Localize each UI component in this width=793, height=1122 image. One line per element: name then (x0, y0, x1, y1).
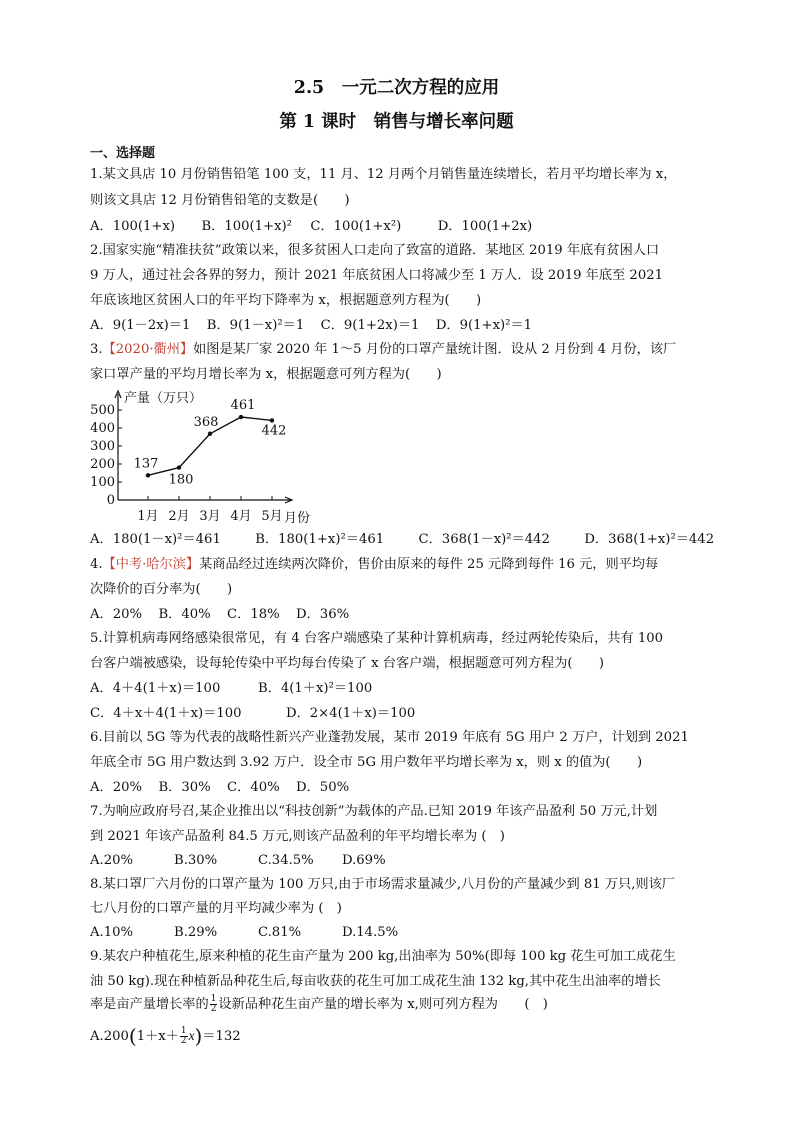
question-5-line-1: 5.计算机病毒网络感染很常见，有 4 台客户端感染了某种计算机病毒，经过两轮传染后，共有 100 (90, 631, 664, 646)
question-1-options (90, 219, 532, 235)
y-tick-label: 200 (90, 457, 115, 472)
question-4-line-1: 4.【中考·哈尔滨】某商品经过连续两次降价，售价由原来的每件 25 元降到每件 16 元，则平均每 (90, 557, 659, 572)
fraction-one-half: $\frac{1}{2}$ (210, 994, 217, 1014)
option-a: A.10% (90, 925, 134, 940)
x-tick-label: 4月 (230, 509, 252, 524)
question-9-line-2: 油 50 kg).现在种植新品种花生后,每亩收获的花生可加工成花生油 132 kg,其中花生出油率的增长 (90, 974, 661, 989)
question-9-option-a: A.200(1＋x＋ $\frac{1}{2}$ x)＝132 (90, 1024, 241, 1048)
question-1-line-2: 则该文具店 12 月份销售铅笔的支数是( ) (90, 193, 350, 208)
question-8-options (90, 925, 398, 941)
question-3-line-2: 家口罩产量的平均月增长率为 x，根据题意可列方程为( ) (90, 367, 442, 382)
question-3-options (90, 532, 714, 548)
option-d: D.14.5% (342, 925, 399, 940)
x-axis-label: 月份 (284, 511, 311, 526)
option-a: A．4＋4(1＋x)＝100 (90, 681, 221, 696)
data-label: 180 (168, 472, 194, 488)
option-d: D.69% (342, 853, 386, 868)
option-c: C.34.5% (258, 853, 314, 868)
x-tick-label: 1月 (137, 509, 159, 524)
question-2-line-2: 9 万人，通过社会各界的努力，预计 2021 年底贫困人口将减少至 1 万人．设 2019 年底至 2021 (90, 268, 663, 283)
y-tick-label: 400 (90, 421, 115, 436)
option-c: C．4＋x＋4(1＋x)＝100 (90, 706, 242, 721)
fraction-one-half: $\frac{1}{2}$ (180, 1026, 187, 1046)
option-a: A．9(1－2x)＝1 (90, 318, 191, 333)
data-label: 368 (193, 414, 219, 430)
option-a: A.20% (90, 853, 134, 868)
page-subtitle: 第 1 课时 销售与增长率问题 (279, 112, 514, 132)
option-d: D．50% (296, 780, 350, 795)
y-tick-label: 100 (90, 475, 115, 490)
data-point (146, 473, 150, 477)
option-b: B．100(1+x)² (201, 219, 292, 234)
question-5-options-row-2 (90, 706, 415, 722)
data-point (177, 465, 181, 469)
option-c: C．18% (227, 607, 280, 622)
source-tag: 【2020·衢州】 (102, 342, 194, 357)
option-d: D．36% (296, 607, 350, 622)
option-c: C．100(1+x²) (310, 219, 402, 234)
option-c: C.81% (258, 925, 302, 940)
question-6-line-1: 6.目前以 5G 等为代表的战略性新兴产业蓬勃发展，某市 2019 年底有 5G 用户 2 万户，计划到 2021 (90, 730, 689, 745)
option-b: B．180(1+x)²＝461 (255, 532, 385, 547)
question-5-options-row-1 (90, 681, 372, 697)
question-3-line-1: 3.【2020·衢州】如图是某厂家 2020 年 1～5 月份的口罩产量统计图．设从 2 月份到 4 月份，该厂 (90, 342, 677, 357)
mask-production-chart (86, 388, 326, 528)
question-6-options (90, 780, 349, 796)
question-6-line-2: 年底全市 5G 用户数达到 3.92 万户．设全市 5G 用户数年平均增长率为 x，则 x 的值为( ) (90, 755, 643, 770)
option-b: B．4(1＋x)²＝100 (258, 681, 373, 696)
question-9-line-3: 率是亩产量增长率的 $\frac{1}{2}$ 设新品种花生亩产量的增长率为 x,则可列方程为 ( ) (90, 994, 548, 1014)
option-b: B．40% (158, 607, 211, 622)
question-4-options (90, 607, 349, 623)
question-5-line-2: 台客户端被感染，设每轮传染中平均每台传染了 x 台客户端，根据题意可列方程为( ) (90, 656, 605, 671)
question-9-line-1: 9.某农户种植花生,原来种植的花生亩产量为 200 kg,出油率为 50%(即每 100 kg 花生可加工成花生 (90, 949, 676, 964)
option-d: D．368(1+x)²＝442 (584, 532, 715, 547)
question-7-options (90, 853, 386, 869)
page-title: 2.5 一元二次方程的应用 (293, 78, 500, 98)
y-tick-label: 500 (90, 403, 115, 418)
option-a: A．20% (90, 780, 143, 795)
option-a: A．100(1+x) (90, 219, 176, 234)
option-d: D．100(1+2x) (437, 219, 533, 234)
x-tick-label: 2月 (168, 509, 190, 524)
data-point (270, 418, 274, 422)
option-d: D．2×4(1＋x)＝100 (286, 706, 416, 721)
option-d: D．9(1+x)²＝1 (435, 318, 533, 333)
question-8-line-1: 8.某口罩厂六月份的口罩产量为 100 万只,由于市场需求量减少,八月份的产量减少到 81 万只,则该厂 (90, 877, 675, 892)
option-b: B．30% (158, 780, 211, 795)
y-tick-label: 0 (106, 493, 115, 508)
question-8-line-2: 七八月份的口罩产量的月平均减少率为 ( ) (90, 901, 342, 916)
question-4-line-2: 次降价的百分率为( ) (90, 582, 233, 597)
x-tick-label: 5月 (261, 509, 283, 524)
x-tick-label: 3月 (199, 509, 221, 524)
section-heading: 一、选择题 (90, 146, 156, 161)
option-c: C．40% (227, 780, 280, 795)
option-b: B．9(1－x)²＝1 (206, 318, 305, 333)
source-tag: 【中考·哈尔滨】 (102, 557, 200, 572)
question-2-line-1: 2.国家实施“精准扶贫”政策以来，很多贫困人口走向了致富的道路．某地区 2019 年底有贫困人口 (90, 243, 660, 258)
option-c: C．368(1－x)²＝442 (418, 532, 550, 547)
question-1-line-1: 1.某文具店 10 月份销售铅笔 100 支，11 月、12 月两个月销售量连续增长，若月平均增长率为 x， (90, 167, 677, 182)
question-2-options (90, 318, 532, 334)
question-7-line-2: 到 2021 年该产品盈利 84.5 万元,则该产品盈利的年平均增长率为 ( ) (90, 829, 505, 844)
data-point (239, 415, 243, 419)
data-label: 442 (261, 423, 287, 439)
question-7-line-1: 7.为响应政府号召,某企业推出以“科技创新”为载体的产品.已知 2019 年该产品盈利 50 万元,计划 (90, 804, 658, 819)
data-label: 137 (133, 456, 159, 472)
data-point (208, 432, 212, 436)
option-a: A．180(1－x)²＝461 (90, 532, 221, 547)
data-label: 461 (230, 398, 256, 414)
option-b: B.30% (174, 853, 218, 868)
option-a: A．20% (90, 607, 143, 622)
option-c: C．9(1+2x)＝1 (320, 318, 420, 333)
question-2-line-3: 年底该地区贫困人口的年平均下降率为 x，根据题意列方程为( ) (90, 293, 482, 308)
y-tick-label: 300 (90, 439, 115, 454)
y-axis-label: 产量（万只） (124, 391, 203, 406)
option-b: B.29% (174, 925, 218, 940)
